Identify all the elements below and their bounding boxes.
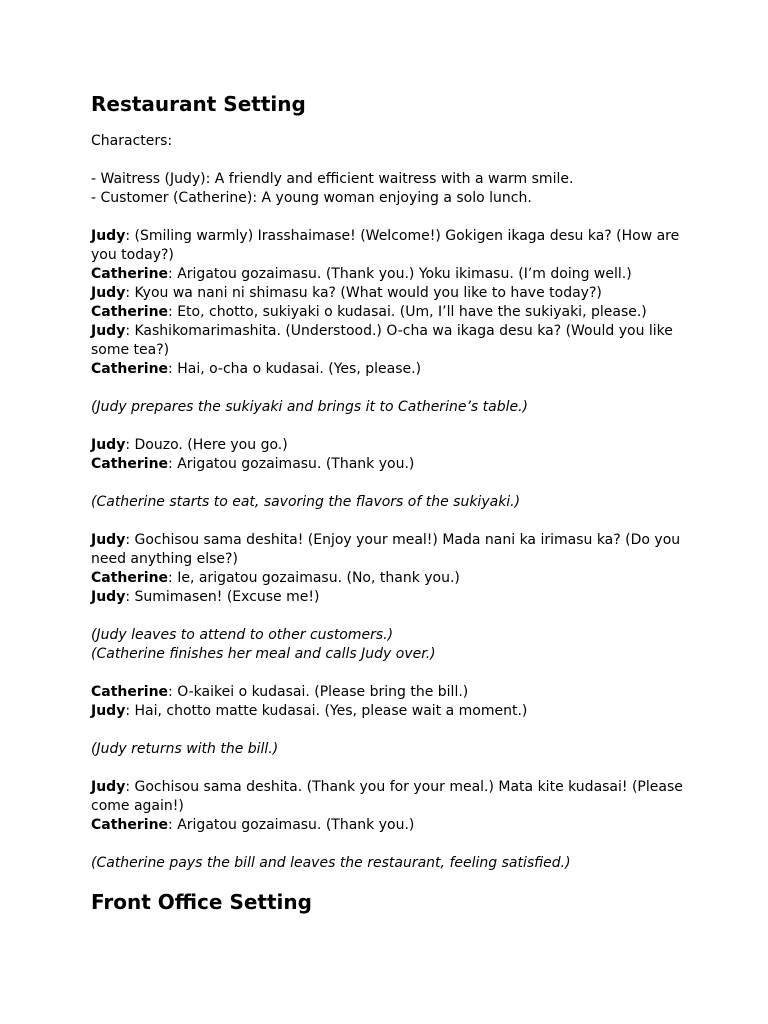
speaker-name: Judy [91, 228, 126, 244]
character-customer: - Customer (Catherine): A young woman enjoying a solo lunch. [91, 190, 532, 206]
stage-direction: (Judy leaves to attend to other customers.) [91, 627, 394, 643]
dialogue-line [91, 284, 691, 303]
characters-heading: Characters: [91, 133, 173, 149]
speaker-name: Judy [91, 532, 126, 548]
dialogue-line [91, 322, 691, 360]
speaker-name: Catherine [91, 817, 169, 833]
dialogue-text: : (Smiling warmly) Irasshaimase! (Welcome!) Gokigen ikaga desu ka? (How are you today?) [91, 228, 680, 263]
dialogue-line [91, 360, 691, 379]
dialogue-line [91, 436, 691, 455]
dialogue-text: : Hai, chotto matte kudasai. (Yes, please wait a moment.) [125, 703, 528, 719]
stage-direction: (Judy returns with the bill.) [91, 741, 279, 757]
character-waitress: - Waitress (Judy): A friendly and efficient waitress with a warm smile. [91, 171, 574, 187]
dialogue-line [91, 816, 691, 835]
dialogue-text: : Arigatou gozaimasu. (Thank you.) [168, 456, 415, 472]
stage-direction: (Catherine finishes her meal and calls Judy over.) [91, 646, 436, 662]
dialogue-line [91, 588, 691, 607]
speaker-name: Judy [91, 285, 126, 301]
speaker-name: Judy [91, 589, 126, 605]
dialogue-line [91, 702, 691, 721]
speaker-name: Judy [91, 323, 126, 339]
speaker-name: Catherine [91, 570, 169, 586]
speaker-name: Catherine [91, 266, 169, 282]
speaker-name: Catherine [91, 361, 169, 377]
dialogue-text: : O-kaikei o kudasai. (Please bring the bill.) [168, 684, 469, 700]
dialogue-line [91, 227, 691, 265]
dialogue-line [91, 569, 691, 588]
dialogue-line [91, 778, 691, 816]
dialogue-text: : Eto, chotto, sukiyaki o kudasai. (Um, I’ll have the sukiyaki, please.) [168, 304, 647, 320]
section-title-front-office: Front Office Setting [91, 890, 312, 914]
speaker-name: Catherine [91, 684, 169, 700]
section-title-restaurant: Restaurant Setting [91, 92, 306, 116]
speaker-name: Judy [91, 703, 126, 719]
dialogue-line [91, 455, 691, 474]
document-page [91, 88, 691, 918]
speaker-name: Catherine [91, 456, 169, 472]
speaker-name: Judy [91, 437, 126, 453]
dialogue-text: : Arigatou gozaimasu. (Thank you.) Yoku ikimasu. (I’m doing well.) [168, 266, 632, 282]
dialogue-text: : Ie, arigatou gozaimasu. (No, thank you.) [168, 570, 460, 586]
stage-direction: (Judy prepares the sukiyaki and brings it to Catherine’s table.) [91, 399, 529, 415]
speaker-name: Judy [91, 779, 126, 795]
dialogue-line [91, 531, 691, 569]
stage-direction: (Catherine pays the bill and leaves the restaurant, feeling satisfied.) [91, 855, 571, 871]
dialogue-text: : Douzo. (Here you go.) [125, 437, 288, 453]
dialogue-text: : Arigatou gozaimasu. (Thank you.) [168, 817, 415, 833]
dialogue-line [91, 265, 691, 284]
dialogue-text: : Hai, o-cha o kudasai. (Yes, please.) [168, 361, 422, 377]
stage-direction: (Catherine starts to eat, savoring the flavors of the sukiyaki.) [91, 494, 521, 510]
dialogue-text: : Gochisou sama deshita. (Thank you for your meal.) Mata kite kudasai! (Please come again!) [91, 779, 683, 814]
speaker-name: Catherine [91, 304, 169, 320]
dialogue-line [91, 683, 691, 702]
dialogue-line [91, 303, 691, 322]
dialogue-text: : Sumimasen! (Excuse me!) [125, 589, 320, 605]
dialogue-text: : Kyou wa nani ni shimasu ka? (What would you like to have today?) [125, 285, 602, 301]
dialogue-text: : Gochisou sama deshita! (Enjoy your meal!) Mada nani ka irimasu ka? (Do you need anything else?) [91, 532, 681, 567]
dialogue-text: : Kashikomarimashita. (Understood.) O-cha wa ikaga desu ka? (Would you like some tea?) [91, 323, 673, 358]
